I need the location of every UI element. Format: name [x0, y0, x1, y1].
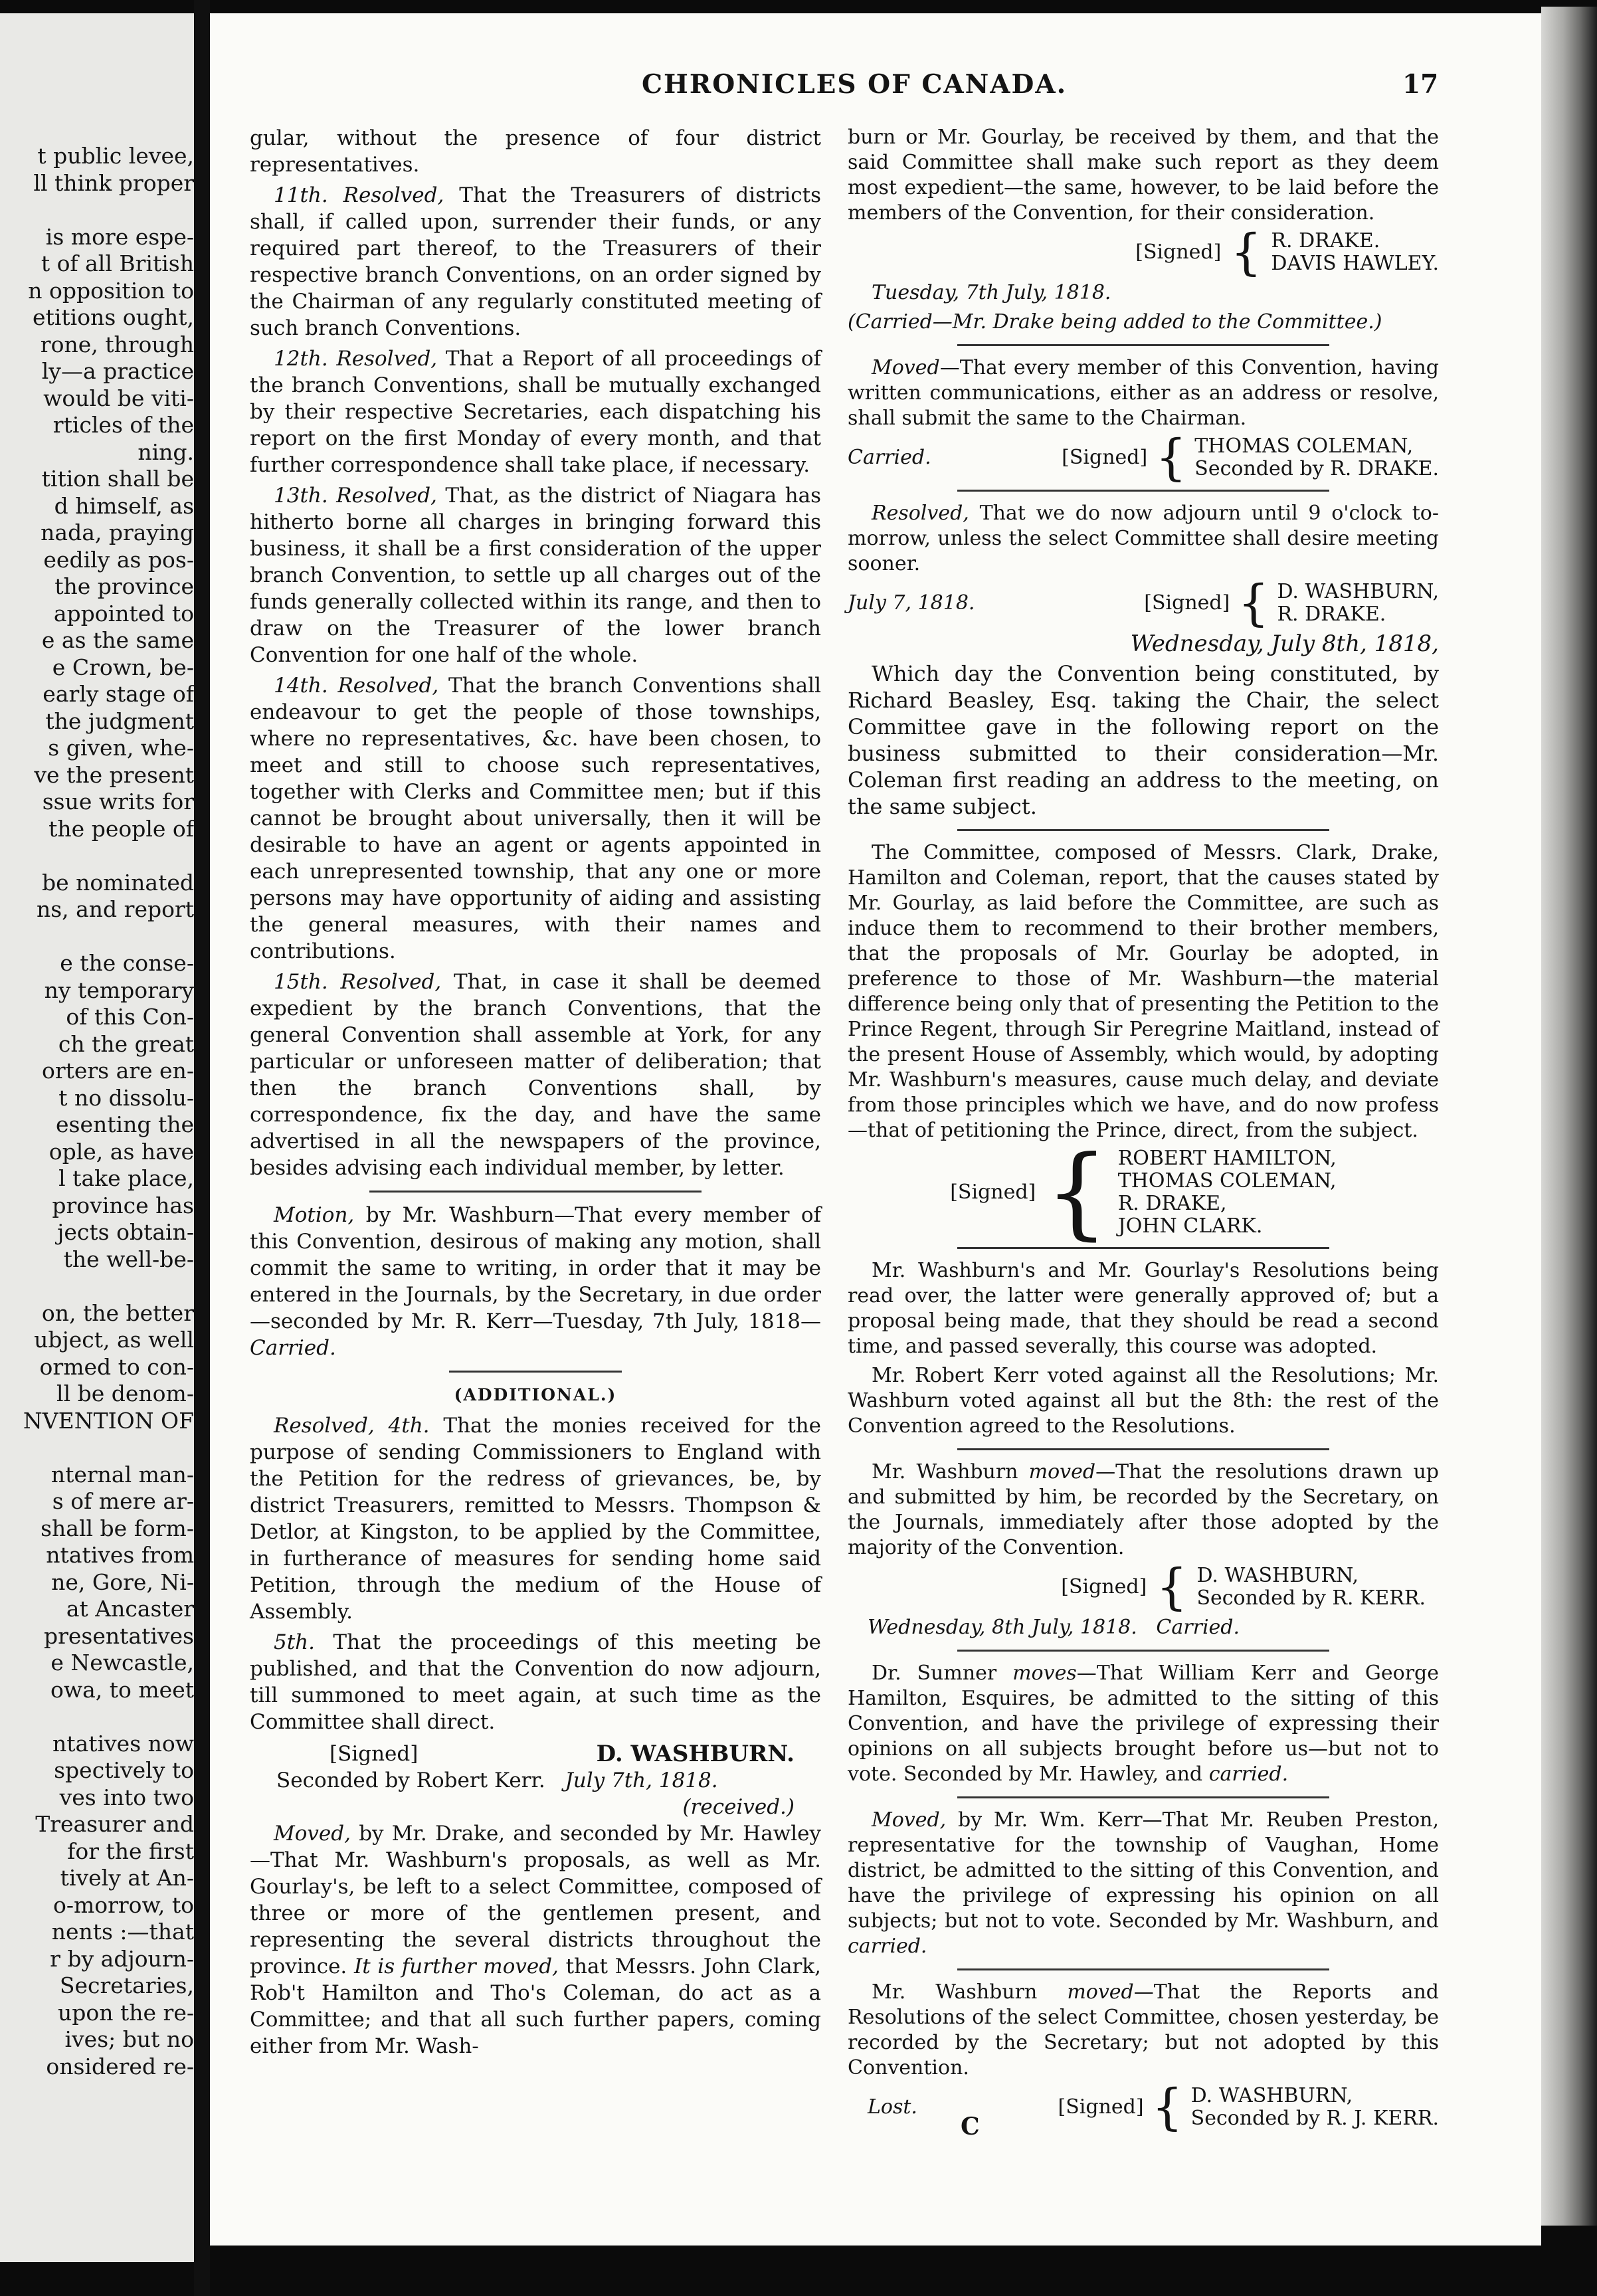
fragment-line: at Ancaster — [66, 1596, 194, 1622]
fragment-line: esenting the — [56, 1111, 194, 1137]
resolution-5: 5th. That the proceedings of this meeting be published, and that the Convention do now adjourn, till summoned to meet again, at such time as the Committee shall direct. — [250, 1630, 821, 1734]
fragment-line: orters are en- — [41, 1058, 194, 1084]
fragment-line: on, the better — [41, 1299, 194, 1326]
divider — [957, 490, 1329, 492]
fragment-line: nents :—that — [51, 1919, 194, 1945]
fragment-line: upon the re- — [58, 1999, 194, 2026]
fragment-line: of this Con- — [66, 1004, 194, 1030]
page-title: CHRONICLES OF CANADA. — [642, 69, 1068, 100]
motion-paragraph: Motion, by Mr. Washburn—That every member of this Convention, desirous of making any motion, shall commit the same to writing, in order that it may be entered in the Journals, by the Secretary, in due order—seconded by Mr. R. Kerr—Tuesday, 7th July, 1818—Carried. — [250, 1203, 822, 1360]
fragment-line: shall be form- — [41, 1515, 194, 1541]
resolution-14: 14th. Resolved, That the branch Conventions shall endeavour to get the people of those townships, where no representatives, &c. have been chosen, to meet and still to choose such representatives, together with Clerks and Committee men; but if this cannot be brought about universally, then it will be desirable to have an agent or agents appointed in each unrepresented township, that any one or more persons may have opportunity of aiding and assisting the general measures, with their names and contributions. — [250, 674, 821, 963]
fragment-line: tition shall be — [41, 466, 194, 492]
fragment-line: Treasurer and — [35, 1811, 194, 1837]
paragraph: Dr. Sumner moves—That William Kerr and George Hamilton, Esquires, be admitted to the sitting of this Convention, and have the privilege of expressing their opinions on all subjects brought before us—but not to vote. Seconded by Mr. Hawley, and carried. — [848, 1662, 1439, 1786]
fragment-line: o-morrow, to — [52, 1891, 194, 1918]
signature-block: [Signed] { ROBERT HAMILTON, THOMAS COLEMAN, R. DRAKE, JOHN CLARK. — [950, 1135, 1337, 1250]
divider — [957, 1448, 1329, 1450]
running-header — [210, 69, 1541, 109]
book-gutter — [194, 0, 210, 2296]
fragment-line: n opposition to — [28, 277, 194, 304]
page-edge — [1541, 7, 1597, 2226]
signature-block: [Signed] { D. WASHBURN, Seconded by R. KERR. — [1061, 1559, 1426, 1616]
fragment-line: e the conse- — [60, 950, 194, 976]
resolution-4: Resolved, 4th. That the monies received for the purpose of sending Commissioners to England with the Petition for the redress of grievances, be, by district Treasurers, remitted to Messrs. Thompson & Detlor, at Kingston, to be applied by the Committee, in furtherance of measures for sending home said Petition, through the medium of the House of Assembly. — [250, 1414, 821, 1624]
fragment-line: ne, Gore, Ni- — [51, 1569, 194, 1595]
fragment-line: eedily as pos- — [43, 546, 194, 573]
column-left — [250, 125, 821, 2063]
fragment-line: Secretaries, — [59, 1972, 194, 1998]
fragment-line: jects obtain- — [57, 1219, 194, 1245]
moved-paragraph: Moved, by Mr. Drake, and seconded by Mr. Hawley —That Mr. Washburn's proposals, as well as Mr. Gourlay's, be left to a select Committee, composed of three or more of the gentlemen present, and representing the several districts throughout the province. It is further moved, that Messrs. John Clark, Rob't Hamilton and Tho's Coleman, do act as a Committee; and that all such further papers, coming either from Mr. Wash- — [250, 1822, 822, 2058]
fragment-line: onsidered re- — [46, 2053, 194, 2079]
resolved-paragraph: Resolved, That we do now adjourn until 9 o'clock to-morrow, unless the select Committee shall desire meeting sooner. — [848, 502, 1439, 575]
divider — [957, 1968, 1329, 1970]
fragment-line: tively at An- — [60, 1865, 194, 1891]
fragment-line: ll be denom- — [56, 1381, 194, 1406]
signature-block: [Signed] { R. DRAKE. DAVIS HAWLEY. — [1135, 224, 1439, 281]
seconded-line: Seconded by Robert Kerr. July 7th, 1818. — [276, 1769, 718, 1792]
fragment-line: t no dissolu- — [58, 1084, 194, 1111]
signature-block: July 7, 1818. [Signed] { D. WASHBURN, R. DRAKE. — [848, 575, 1439, 632]
paragraph: Mr. Washburn's and Mr. Gourlay's Resolutions being read over, the latter were generally approved of; but a proposal being made, that they should be read a second time, and passed severally, this course was adopted. — [848, 1259, 1439, 1358]
paragraph: Mr. Washburn moved—That the resolutions drawn up and submitted by him, be recorded by the Secretary, on the Journals, immediately after those adopted by the majority of the Convention. — [848, 1460, 1439, 1559]
fragment-line: e Newcastle, — [50, 1650, 194, 1675]
divider — [369, 1191, 702, 1193]
paragraph: burn or Mr. Gourlay, be received by them, and that the said Committee shall make such report as they deem most expedient—the same, however, to be laid before the members of the Convention, for their consideration. — [848, 126, 1439, 225]
fragment-line: nada, praying — [41, 520, 194, 545]
fragment-line: province has — [52, 1192, 194, 1218]
fragment-line: ch the great — [58, 1030, 194, 1057]
paragraph: Which day the Convention being constituted, by Richard Beasley, Esq. taking the Chair, the select Committee gave in the following report on the business submitted to their consideration—Mr. Coleman first reading an address to the meeting, on the same subject. — [848, 661, 1439, 819]
fragment-line: ly—a practice — [41, 358, 194, 384]
signature-block: Lost. [Signed] { D. WASHBURN, Seconded by R. J. KERR. — [868, 2079, 1439, 2136]
fragment-line: rticles of the — [52, 412, 194, 438]
resolution-15: 15th. Resolved, That, in case it shall be deemed expedient by the branch Conventions, that the general Convention shall assemble at York, for any particular or unforeseen matter of deliberation; that then the branch Conventions shall, by correspondence, fix the day, and have the same advertised in all the newspapers of the province, besides advising each individual member, by letter. — [250, 970, 822, 1180]
date-line: Wednesday, 8th July, 1818. Carried. — [868, 1616, 1240, 1639]
fragment-line: r by adjourn- — [50, 1945, 194, 1972]
fragment-line: ubject, as well — [34, 1327, 194, 1353]
fragment-line: nternal man- — [50, 1461, 194, 1487]
fragment-line: ntatives from — [46, 1542, 194, 1568]
fragment-line: spectively to — [54, 1757, 194, 1783]
divider — [957, 1650, 1329, 1652]
fragment-line: would be viti- — [43, 385, 194, 411]
fragment-line: ning. — [138, 438, 194, 465]
signature-mark: C — [961, 2113, 980, 2141]
fragment-line: t of all British — [41, 250, 194, 276]
fragment-line: presentatives — [43, 1622, 194, 1649]
fragment-line: for the first — [67, 1838, 194, 1864]
received-note: (received.) — [682, 1795, 795, 1819]
fragment-line: ntatives now — [52, 1730, 194, 1757]
fragment-line: ns, and report — [36, 896, 194, 922]
fragment-line: be nominated — [42, 869, 194, 896]
paragraph: gular, without the presence of four district representatives. — [250, 126, 821, 177]
signature-block: Carried. [Signed] { THOMAS COLEMAN, Seconded by R. DRAKE. — [848, 429, 1439, 486]
committee-report: The Committee, composed of Messrs. Clark, Drake, Hamilton and Coleman, report, that the causes stated by Mr. Gourlay, as laid before the Committee, are such as induce them to recommend to their brother members, that the proposals of Mr. Gourlay be adopted, in preference to those of Mr. Washburn—the material difference being only that of presenting the Petition to the Prince Regent, through Sir Peregrine Maitland, instead of the present House of Assembly, which would, by adopting Mr. Washburn's measures, cause much delay, and deviate from those principles which we have, and do now profess—that of petitioning the Prince, direct, from the subject. — [848, 841, 1439, 1142]
paragraph: Mr. Washburn moved—That the Reports and Resolutions of the select Committee, chosen yesterday, be recorded by the Secretary; but not adopted by this Convention. — [848, 1980, 1439, 2079]
divider — [957, 344, 1329, 346]
resolution-11: 11th. Resolved, That the Treasurers of districts shall, if called upon, surrender their funds, or any required part thereof, to the Treasurers of their respective branch Conventions, on an order signed by the Chairman of any regularly constituted meeting of such branch Conventions. — [250, 183, 822, 340]
fragment-line: ormed to con- — [39, 1353, 194, 1380]
paragraph: Mr. Robert Kerr voted against all the Resolutions; Mr. Washburn voted against all but the 8th: the rest of the Convention agreed to the Resolutions. — [848, 1364, 1439, 1438]
fragment-line: ople, as have — [48, 1138, 194, 1165]
fragment-line: s given, whe- — [48, 735, 194, 761]
fragment-line: the people of — [48, 815, 194, 842]
column-right — [848, 125, 1439, 2135]
fragment-line: ives; but no — [64, 2026, 194, 2052]
fragment-line: rone, through — [40, 331, 194, 357]
fragment-line: l take place, — [58, 1165, 194, 1191]
date-line: Tuesday, 7th July, 1818. — [872, 281, 1111, 304]
paragraph: Moved, by Mr. Wm. Kerr—That Mr. Reuben Preston, representative for the township of Vaughan, Home district, be admitted to the sitting of this Convention, and have the privilege of expressing his opinion on all subjects; but not to vote. Seconded by Mr. Washburn, and carried. — [848, 1808, 1439, 1958]
facing-page-fragment — [0, 13, 194, 2262]
carried-note: (Carried—Mr. Drake being added to the Committee.) — [848, 310, 1382, 334]
fragment-line: ves into two — [59, 1784, 194, 1810]
fragment-line: the province — [54, 573, 194, 599]
fragment-line: t public levee, — [37, 143, 194, 169]
fragment-line: etitions ought, — [33, 304, 194, 330]
divider — [957, 1247, 1329, 1249]
fragment-line: ssue writs for — [42, 789, 194, 814]
resolution-12: 12th. Resolved, That a Report of all proceedings of the branch Conventions, shall be mutually exchanged by their respective Secretaries, each dispatching his report on the first Monday of every month, and that further correspondence shall take place, if necessary. — [250, 347, 821, 477]
section-heading: (ADDITIONAL.) — [454, 1385, 617, 1404]
fragment-line: is more espe- — [45, 223, 194, 250]
divider — [957, 829, 1329, 831]
fragment-line: d himself, as — [54, 492, 194, 519]
resolution-13: 13th. Resolved, That, as the district of Niagara has hitherto borne all charges in bringing forward this business, it shall be a first consideration of the upper branch Convention, to settle up all charges out of the funds generally collected within its range, and then to draw on the Treasurer of the lower branch Convention for one half of the whole. — [250, 484, 821, 667]
fragment-line: early stage of — [43, 681, 194, 707]
fragment-line: ll think proper — [33, 169, 194, 196]
fragment-line: appointed to — [53, 600, 194, 626]
fragment-line: the judgment — [45, 708, 194, 734]
fragment-line: ve the present — [34, 761, 194, 788]
session-date: Wednesday, July 8th, 1818, — [1130, 630, 1439, 657]
fragment-line: s of mere ar- — [52, 1488, 194, 1514]
fragment-line: the well-be- — [63, 1246, 194, 1272]
divider — [957, 1796, 1329, 1798]
page-number: 17 — [1402, 69, 1439, 100]
fragment-line: e Crown, be- — [52, 654, 194, 680]
fragment-line: e as the same — [41, 627, 194, 653]
divider — [449, 1371, 622, 1373]
fragment-line: owa, to meet — [50, 1676, 194, 1703]
moved-paragraph: Moved—That every member of this Convention, having written communications, either as an address or resolve, shall submit the same to the Chairman. — [848, 356, 1439, 430]
signature-line: [Signed] D. WASHBURN. — [329, 1741, 795, 1767]
fragment-line: ny temporary — [44, 977, 194, 1003]
book-page — [210, 13, 1541, 2246]
fragment-line: NVENTION OF — [23, 1407, 194, 1434]
